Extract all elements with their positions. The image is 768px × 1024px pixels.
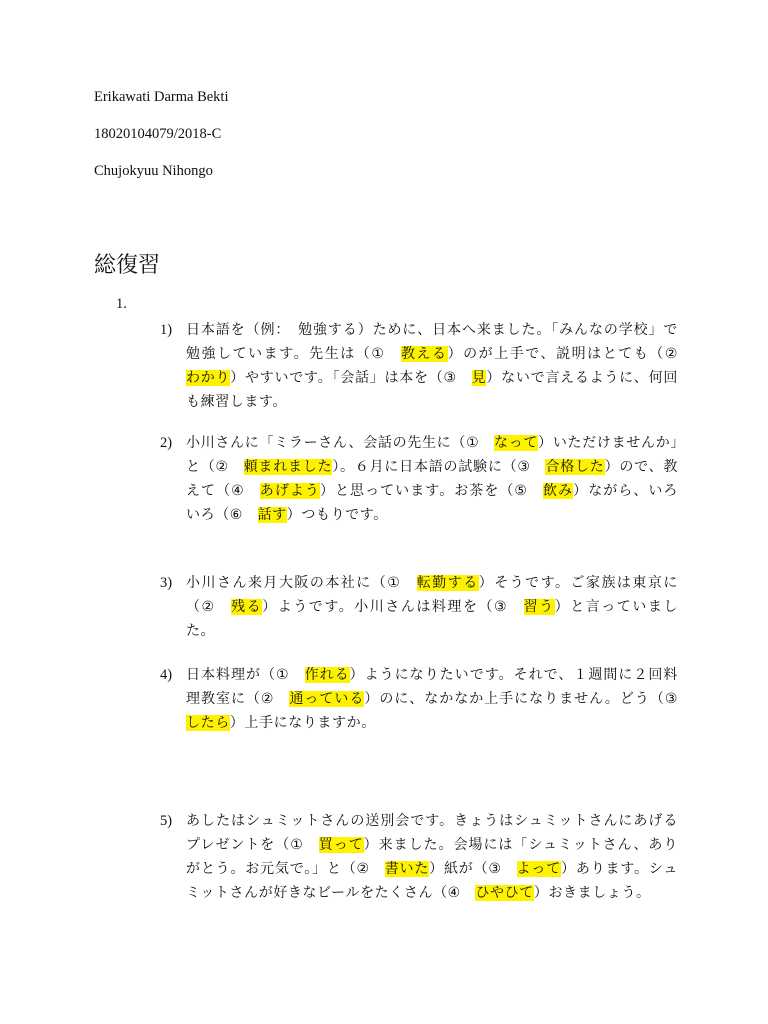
question-text: ）紙が（③ (429, 861, 517, 877)
question-text: 小川さん来月大阪の本社に（① (186, 575, 417, 591)
highlighted-answer: 合格した (545, 459, 605, 475)
question-text: ）ようです。小川さんは料理を（③ (262, 599, 524, 615)
document-title: 総復習 (94, 253, 161, 278)
question-text: 日本語を（例： 勉強する）ために、日本へ来ました。「みんなの学校」で勉強しています。先生は（① (186, 322, 678, 362)
question-text: ）と思っています。お茶を（⑤ (319, 483, 544, 499)
highlighted-answer: 話す (257, 507, 287, 523)
question-text: ）来ました。会場には「シュミットさん、ありがとう。お元気で。」と（② (186, 837, 678, 877)
highlighted-answer: 頼まれました (243, 459, 333, 475)
question-text: ）ようになりたいです。それで、１週間に２回料理教室に（② (186, 667, 678, 707)
student-name: Erikawati Darma Bekti (94, 89, 229, 105)
exercise-number: 3) (160, 575, 173, 591)
highlighted-answer: したら (186, 715, 230, 731)
highlighted-answer: あげよう (259, 483, 320, 499)
question-text: ）おきましょう。 (533, 885, 651, 901)
question-text: 小川さんに「ミラーさん、会話の先生に（① (186, 435, 495, 451)
exercise-text (186, 431, 678, 527)
question-text: ）いただけませんか」と（② (186, 435, 678, 475)
highlighted-answer: ひやひて (475, 885, 534, 901)
exercise-text (186, 663, 693, 735)
highlighted-answer: 飲み (543, 483, 574, 499)
highlighted-answer: よって (516, 861, 562, 877)
exercise-number: 5) (160, 813, 173, 829)
exercise-number: 1) (160, 322, 173, 338)
highlighted-answer: 書いた (384, 861, 430, 877)
highlighted-answer: 教える (400, 346, 448, 362)
exercise-text (186, 571, 678, 643)
question-text: ）と言っていました。 (186, 599, 678, 639)
question-text: ）やすいです。「会話」は本を（③ (230, 370, 472, 386)
question-text: ）あります。シュミットさんが好きなビールをたくさん（④ (186, 861, 678, 901)
section-number: 1. (116, 296, 127, 312)
question-text: ）つもりです。 (286, 507, 388, 523)
student-id: 18020104079/2018-C (94, 126, 222, 142)
question-text: ）そうです。ご家族は東京に（② (186, 575, 678, 615)
question-text: ）のに、なかなか上手になりません。どう（③ (364, 691, 693, 707)
highlighted-answer: 通っている (289, 691, 365, 707)
question-text: ）ないで言えるように、何回も練習します。 (186, 370, 678, 410)
question-text: ）のが上手で、説明はとても（② (447, 346, 693, 362)
exercise-number: 4) (160, 667, 173, 683)
highlighted-answer: わかり (186, 370, 231, 386)
highlighted-answer: 見 (471, 370, 487, 386)
highlighted-answer: 転勤する (416, 575, 479, 591)
question-text: 日本料理が（① (186, 667, 305, 683)
question-text: ）ながら、いろいろ（⑥ (186, 483, 679, 523)
highlighted-answer: 買って (318, 837, 364, 853)
course-name: Chujokyuu Nihongo (94, 163, 213, 179)
exercise-text (186, 318, 693, 414)
highlighted-answer: 残る (231, 599, 263, 615)
highlighted-answer: 習う (523, 599, 555, 615)
exercise-number: 2) (160, 435, 173, 451)
question-text: ）上手になりますか。 (229, 715, 376, 731)
exercise-text (186, 809, 678, 905)
question-text: あしたはシュミットさんの送別会です。きょうはシュミットさんにあげるプレゼントを（① (186, 813, 678, 853)
question-text: ）。６月に日本語の試験に（③ (332, 459, 546, 475)
highlighted-answer: 作れる (304, 667, 350, 683)
question-text: ）ので、教えて（④ (186, 459, 679, 499)
highlighted-answer: なって (494, 435, 539, 451)
